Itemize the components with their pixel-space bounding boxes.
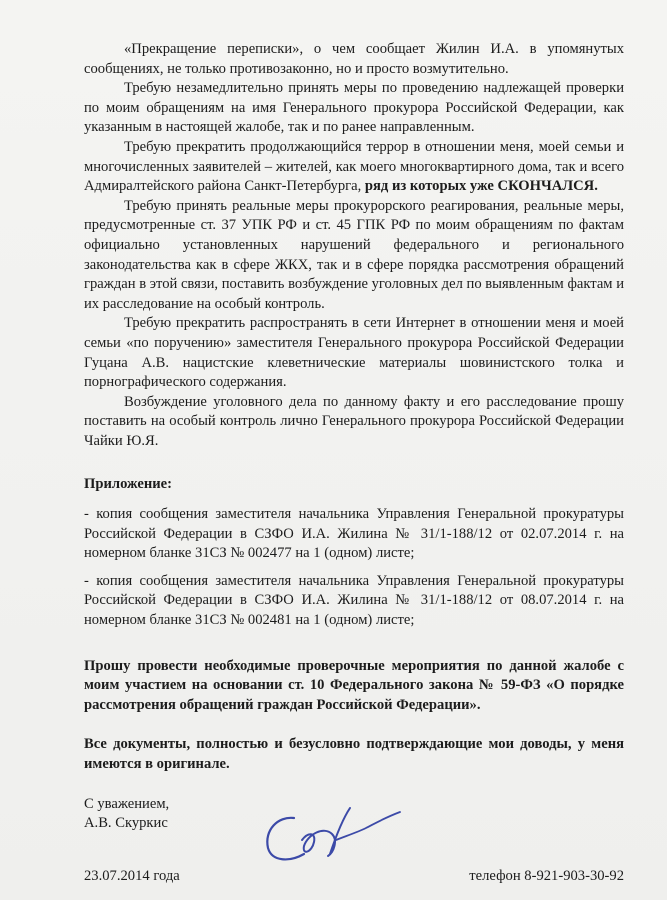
paragraph-criminal-case: Возбуждение уголовного дела по данному факту и его расследование прошу поставить на особый контроль лично Генерального прокурора Российской Федерации Чайки Ю.Я. <box>84 393 624 449</box>
author-name: А.В. Скуркис <box>84 815 168 832</box>
closing-phrase: С уважением, <box>84 795 170 812</box>
attachments-heading: Приложение: <box>84 476 173 493</box>
letter-date: 23.07.2014 года <box>84 868 180 884</box>
terror-text: Требую прекратить продолжающийся террор в отношении меня, моей семьи и многочисленных заявителей – жителей, как моего многоквартирного дома, так и всего Адмиралтейского района Санкт-Петербурга, <box>84 138 624 195</box>
attachment-item-2: - копия сообщения заместителя начальника Управления Генеральной прокуратуры Российской Федерации в СЗФО И.А. Жилина № 31/1-188/12 от 08.07.2014 г. на номерном бланке 31СЗ № 002481 на 1 (одном) листе; <box>84 572 624 629</box>
paragraph-internet-demand: Требую прекратить распространять в сети Интернет в отношении меня и моей семьи «по поручению» заместителя Генерального прокурора Российской Федерации Гуцана А.В. нацистские клеветнические материалы шовинистского толка и порнографического содержания. <box>84 315 624 391</box>
paragraph-measures-demand: Требую принять реальные меры прокурорского реагирования, реальные меры, предусмотренные ст. 37 УПК РФ и ст. 45 ГПК РФ по моим обращениям по фактам официально установленных нарушений федерального и регионального законодательства как в сфере ЖКХ, так и в сфере порядка рассмотрения обращений граждан в этой связи, поставить возбуждение уголовных дел по выявленным фактам и их расследование на особый контроль. <box>84 197 625 312</box>
attachment-item-1: - копия сообщения заместителя начальника Управления Генеральной прокуратуры Российской Федерации в СЗФО И.А. Жилина № 31/1-188/12 от 02.07.2014 г. на номерном бланке 31СЗ № 002477 на 1 (одном) листе; <box>84 506 624 562</box>
paragraph-correspondence: «Прекращение переписки», о чем сообщает Жилин И.А. в упомянутых сообщениях, не только противозаконно, но и просто возмутительно. <box>84 41 624 77</box>
handwritten-signature <box>250 796 420 876</box>
documents-paragraph: Все документы, полностью и безусловно подтверждающие мои доводы, у меня имеются в оригинале. <box>84 736 624 772</box>
request-paragraph: Прошу провести необходимые проверочные мероприятия по данной жалобе с моим участием на основании ст. 10 Федерального закона № 59-ФЗ «О порядке рассмотрения обращений граждан Российской Федерации». <box>84 657 624 713</box>
paragraph-terror-demand <box>84 138 624 197</box>
terror-bold-text: ряд из которых уже СКОНЧАЛСЯ. <box>364 178 598 195</box>
letter-body <box>84 40 624 834</box>
contact-phone: телефон 8-921-903-30-92 <box>469 868 624 884</box>
paragraph-inspection-demand: Требую незамедлительно принять меры по проведению надлежащей проверки по моим обращениям на имя Генерального прокурора Российской Федерации, как указанным в настоящей жалобе, так и по ранее направленным. <box>84 80 624 136</box>
